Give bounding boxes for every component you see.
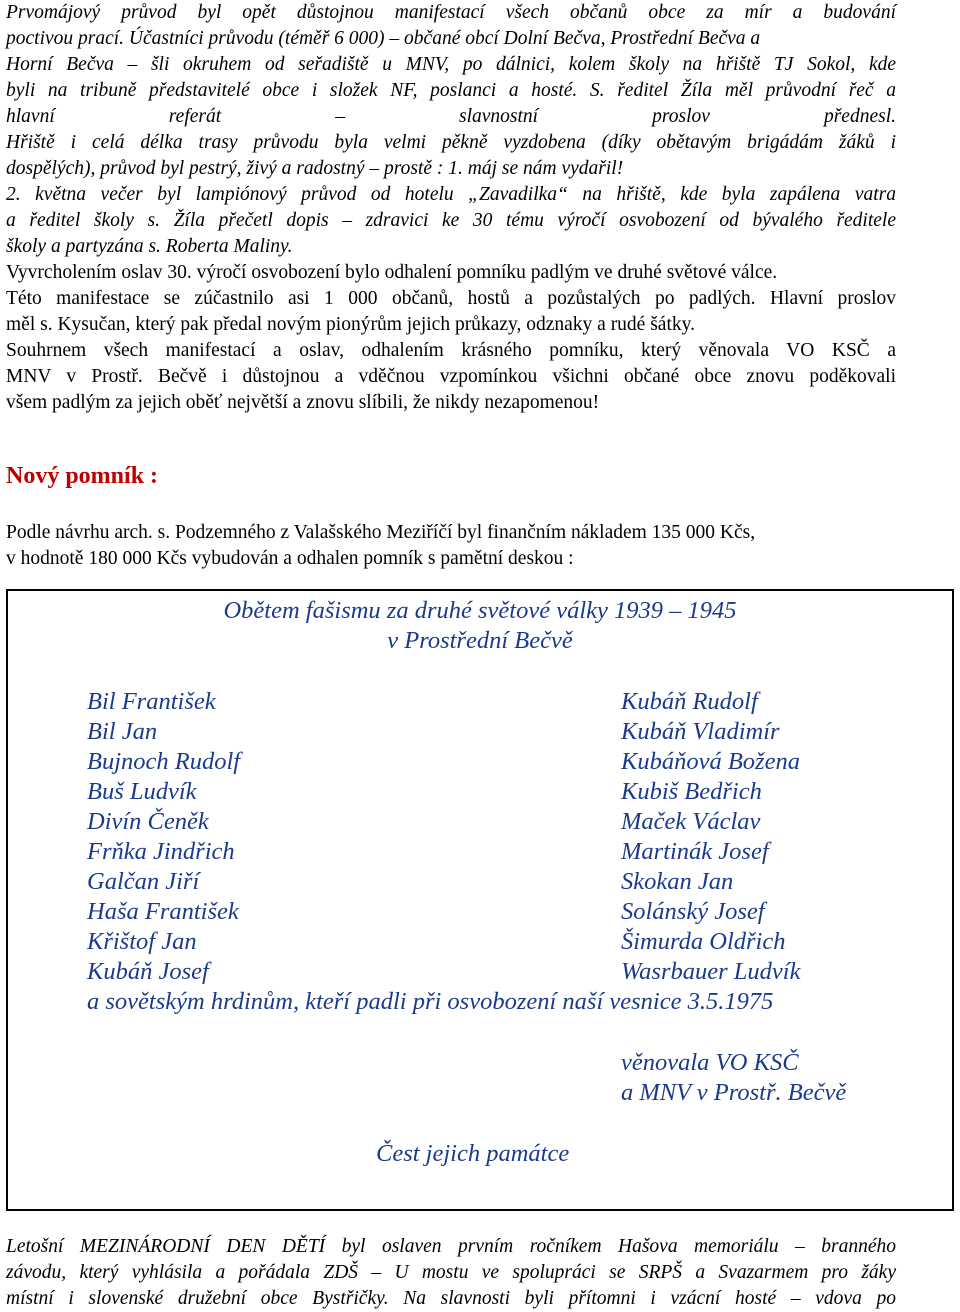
- section-line: v hodnotě 180 000 Kčs vybudován a odhalen pomník s pamětní deskou :: [6, 548, 574, 569]
- memorial-name: Kubáňová Božena: [621, 748, 800, 775]
- section-heading: Nový pomník :: [6, 463, 159, 489]
- footer-line: závodu, který vyhlásila a pořádala ZDŠ – U mostu ve spolupráci se SRPŠ a Svazarmem pro žáky: [6, 1262, 896, 1283]
- memorial-name: Kubiš Bedřich: [621, 778, 762, 805]
- intro-line: Této manifestace se zúčastnilo asi 1 000 občanů, hostů a pozůstalých po padlých. Hlavní proslov: [6, 288, 896, 309]
- intro-line: Souhrnem všech manifestací a oslav, odhalením krásného pomníku, který věnovala VO KSČ a: [6, 340, 896, 361]
- intro-line: měl s. Kysučan, který pak předal novým pionýrům jejich průkazy, odznaky a rudé šátky.: [6, 314, 695, 335]
- memorial-name: Bujnoch Rudolf: [87, 748, 241, 775]
- intro-line: Hřiště i celá délka trasy průvodu byla velmi pěkně vyzdobena (díky obětavým brigádám žáků i: [6, 132, 896, 153]
- memorial-honor: Čest jejich památce: [376, 1140, 570, 1167]
- memorial-name: Haša František: [87, 898, 239, 925]
- intro-line: školy a partyzána s. Roberta Maliny.: [6, 236, 293, 257]
- memorial-name: Galčan Jiří: [87, 868, 200, 895]
- memorial-name: Kubáň Josef: [87, 958, 209, 985]
- memorial-title: Obětem fašismu za druhé světové války 1939 – 1945: [223, 597, 737, 624]
- memorial-dedication: a MNV v Prostř. Bečvě: [621, 1079, 847, 1106]
- intro-line: byli na tribuně představitelé obce i složek NF, poslanci a hosté. S. ředitel Žíla měl průvodní řeč a: [6, 80, 896, 101]
- memorial-name: Divín Čeněk: [87, 808, 209, 835]
- intro-line: Vyvrcholením oslav 30. výročí osvobození bylo odhalení pomníku padlým ve druhé světové válce.: [6, 262, 778, 283]
- memorial-name: Kubáň Vladimír: [621, 718, 780, 745]
- intro-line: dospělých), průvod byl pestrý, živý a radostný – prostě : 1. máj se nám vydařil!: [6, 158, 624, 179]
- memorial-name: Skokan Jan: [621, 868, 734, 895]
- memorial-name: Bil František: [87, 688, 216, 715]
- footer-line: Letošní MEZINÁRODNÍ DEN DĚTÍ byl oslaven prvním ročníkem Hašova memoriálu – branného: [6, 1236, 896, 1257]
- intro-line: hlavní referát – slavnostní proslov přednesl.: [6, 106, 896, 127]
- memorial-subtitle: v Prostřední Bečvě: [387, 627, 573, 654]
- memorial-soviet-line: a sovětským hrdinům, kteří padli při osvobození naší vesnice 3.5.1975: [87, 988, 774, 1015]
- memorial-plaque: [6, 589, 954, 1211]
- intro-line: všem padlým za jejich oběť největší a znovu slíbili, že nikdy nezapomenou!: [6, 392, 600, 413]
- intro-line: Horní Bečva – šli okruhem od seřadiště u MNV, po dálnici, kolem školy na hřiště TJ Sokol, kde: [6, 54, 896, 75]
- memorial-name: Křištof Jan: [87, 928, 197, 955]
- footer-line: místní i slovenské družební obce Bystřičky. Na slavnosti byli přítomni i vzácní hosté – vdova po: [6, 1288, 896, 1309]
- memorial-name: Solánský Josef: [621, 898, 765, 925]
- memorial-name: Wasrbauer Ludvík: [621, 958, 801, 985]
- memorial-name: Bil Jan: [87, 718, 158, 745]
- intro-line: 2. května večer byl lampiónový průvod od hotelu „Zavadilka“ na hřiště, kde byla zapálena vatra: [6, 184, 896, 205]
- memorial-name: Martinák Josef: [621, 838, 769, 865]
- intro-line: a ředitel školy s. Žíla přečetl dopis – zdravici ke 30 tému výročí osvobození od bývalého ředitele: [6, 210, 896, 231]
- memorial-name: Buš Ludvík: [87, 778, 197, 805]
- intro-line: poctivou prací. Účastníci průvodu (téměř 6 000) – občané obcí Dolní Bečva, Prostřední Bečva a: [6, 28, 761, 49]
- memorial-name: Maček Václav: [621, 808, 761, 835]
- intro-line: Prvomájový průvod byl opět důstojnou manifestací všech občanů obce za mír a budování: [6, 2, 896, 23]
- section-line: Podle návrhu arch. s. Podzemného z Valašského Meziříčí byl finančním nákladem 135 000 Kčs,: [6, 522, 756, 543]
- memorial-name: Kubáň Rudolf: [621, 688, 758, 715]
- memorial-name: Frňka Jindřich: [87, 838, 235, 865]
- memorial-name: Šimurda Oldřich: [621, 928, 786, 955]
- memorial-dedication: věnovala VO KSČ: [621, 1049, 799, 1076]
- intro-line: MNV v Prostř. Bečvě i důstojnou a vděčnou vzpomínkou všichni občané obce znovu poděkovali: [6, 366, 896, 387]
